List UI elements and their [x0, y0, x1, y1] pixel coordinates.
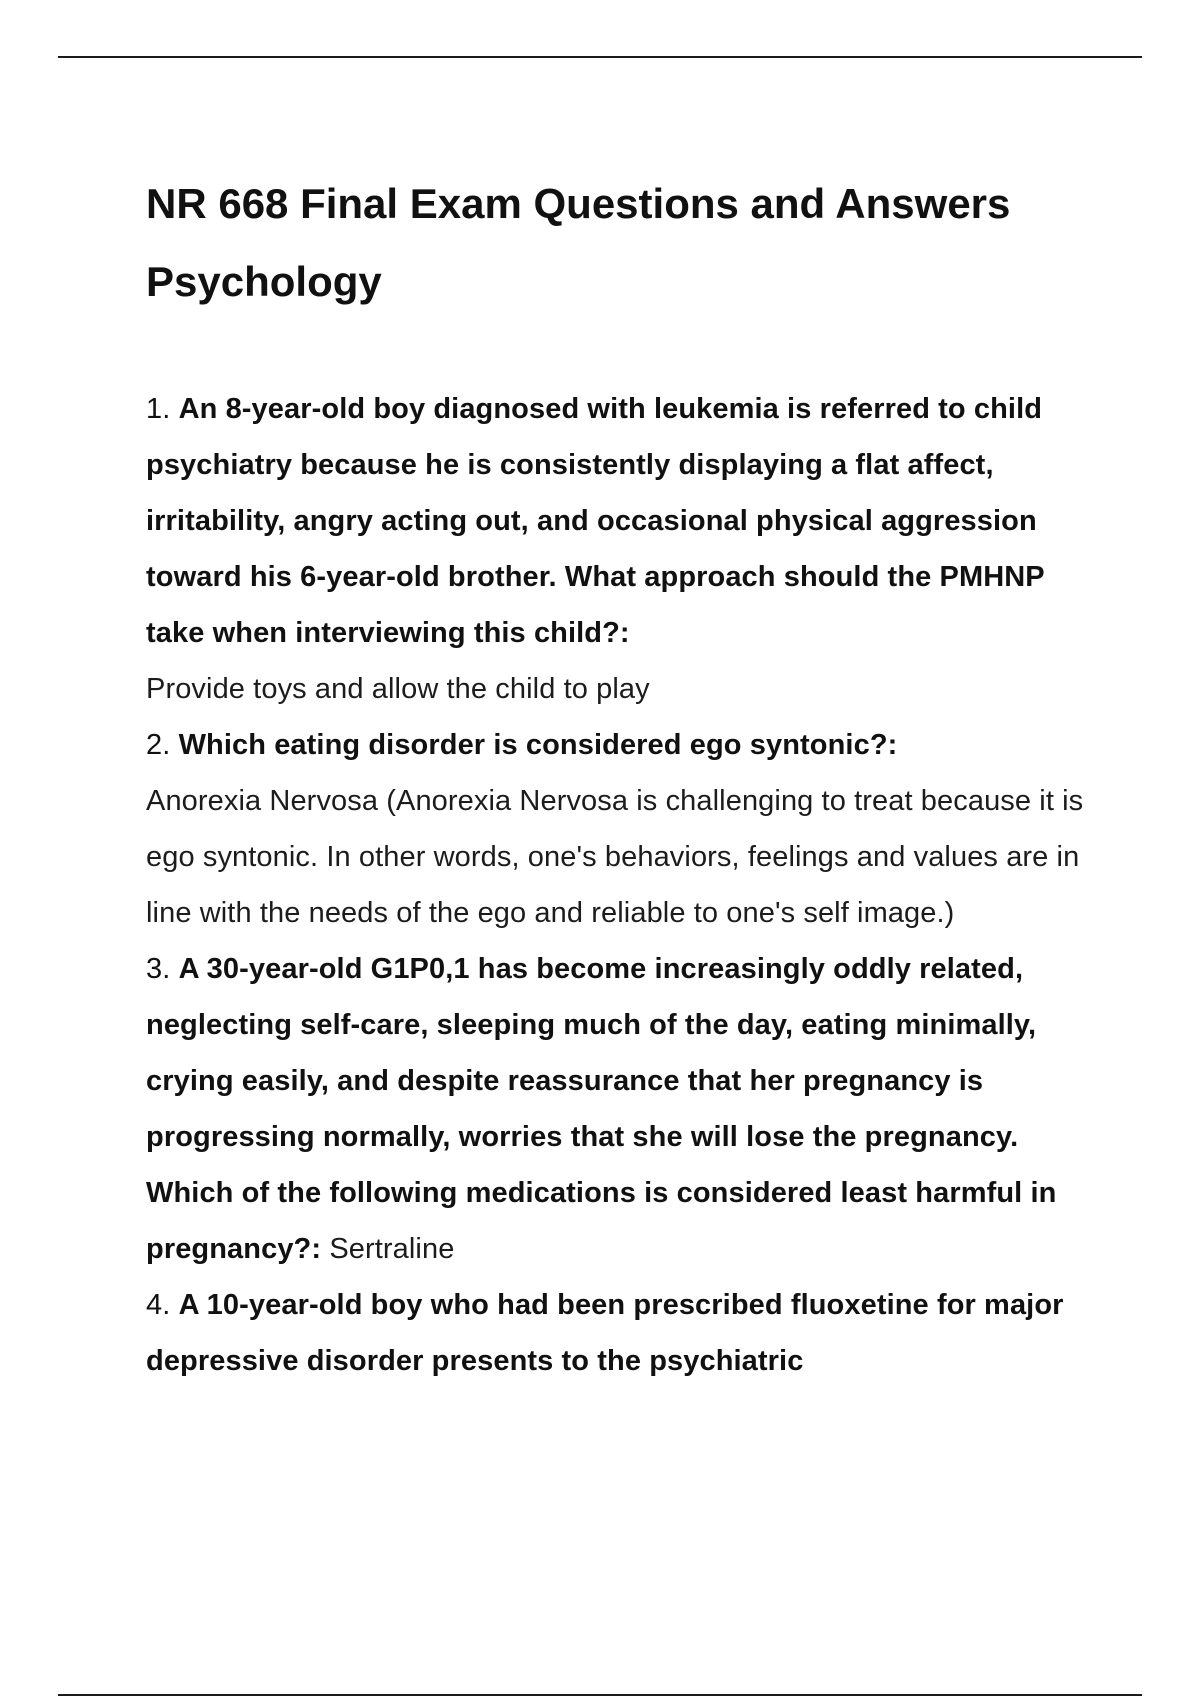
question-list: [146, 381, 1106, 1389]
answer-text: Sertraline: [329, 1233, 455, 1265]
question-text: An 8-year-old boy diagnosed with leukemia is referred to child psychiatry because he is consistently displaying a flat affect, irritability, angry acting out, and occasional physical aggression toward his 6-year-old brother. What approach should the PMHNP take when interviewing this child?:: [146, 393, 1045, 649]
question-number: 3.: [146, 953, 171, 985]
top-rule: [58, 56, 1142, 58]
question-text: Which eating disorder is considered ego syntonic?:: [178, 729, 898, 761]
question-item-4: [146, 1277, 1106, 1389]
question-text: A 30-year-old G1P0,1 has become increasingly oddly related, neglecting self-care, sleeping much of the day, eating minimally, crying easily, and despite reassurance that her pregnancy is progressing normally, worries that she will lose the pregnancy. Which of the following medications is considered least harmful in pregnancy?:: [146, 953, 1057, 1265]
question-item-3: [146, 941, 1106, 1277]
document-body: [146, 165, 1106, 1389]
page-title: NR 668 Final Exam Questions and Answers Psychology: [146, 180, 1011, 305]
question-number: 2.: [146, 729, 171, 761]
answer-text: Provide toys and allow the child to play: [146, 673, 650, 705]
answer-text: Anorexia Nervosa (Anorexia Nervosa is challenging to treat because it is ego syntonic. In other words, one's behaviors, feelings and values are in line with the needs of the ego and reliable to one's self image.): [146, 785, 1084, 929]
question-number: 4.: [146, 1289, 171, 1321]
question-item-2: [146, 717, 1106, 941]
bottom-rule: [58, 1694, 1142, 1696]
question-number: 1.: [146, 393, 171, 425]
question-item-1: [146, 381, 1106, 717]
question-text: A 10-year-old boy who had been prescribed fluoxetine for major depressive disorder presents to the psychiatric: [146, 1289, 1064, 1377]
